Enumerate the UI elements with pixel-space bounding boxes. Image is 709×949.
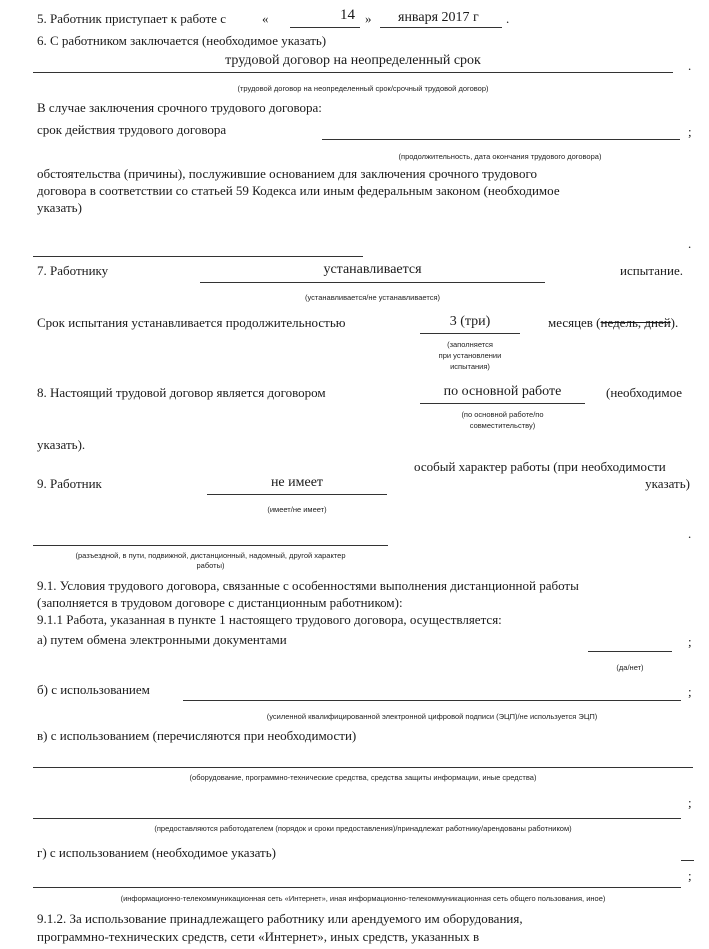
s7-term-label: Срок испытания устанавливается продолжительностью — [37, 315, 346, 330]
s9-end: . — [688, 526, 692, 541]
s7-after: испытание. — [620, 263, 683, 278]
s7-term-underline — [420, 333, 520, 334]
s91-g-label: г) с использованием (необходимое указать) — [37, 845, 276, 860]
s6-label: 6. С работником заключается (необходимое указать) — [37, 33, 327, 48]
s9-right-line2: указать) — [645, 476, 690, 491]
s8-hint-2: совместительству) — [469, 421, 536, 430]
s6-circumstances-line3: указать) — [37, 200, 82, 215]
s91-line3: 9.1.1 Работа, указанная в пункте 1 настоящего трудового договора, осуществляется: — [37, 612, 502, 627]
s9-label: 9. Работник — [37, 476, 102, 491]
s91-b-label: б) с использованием — [37, 682, 150, 697]
s5-month-underline — [380, 27, 502, 28]
s91-a-hint: (да/нет) — [616, 663, 644, 672]
s5-day-underline — [290, 27, 360, 28]
s91-a-label: а) путем обмена электронными документами — [37, 632, 287, 647]
s9-underline — [207, 494, 387, 495]
s7-term-hint-1: (заполняется — [447, 340, 493, 349]
s8-after: (необходимое — [606, 385, 683, 400]
s91-v-label: в) с использованием (перечисляются при необходимости) — [37, 728, 357, 743]
s91-v-end: ; — [688, 795, 692, 810]
s91-v-field-2[interactable] — [33, 818, 681, 819]
s912-line2: программно-технических средств, сети «Интернет», иных средств, указанных в — [37, 929, 480, 944]
s91-v-hint-2: (предоставляются работодателем (порядок и сроки предоставления)/принадлежат работнику/арендованы работником) — [154, 824, 572, 833]
s7-hint: (устанавливается/не устанавливается) — [304, 293, 441, 302]
s91-g-hint: (информационно-телекоммуникационная сеть «Интернет», иная информационно-телекоммуникационная сеть общего пользования, иное) — [120, 894, 606, 903]
s7-term-hint-2: при установлении — [438, 351, 502, 360]
s5-right-quote: » — [365, 11, 372, 26]
s91-g-field[interactable] — [33, 887, 681, 888]
s91-a-field[interactable] — [588, 651, 672, 652]
s6-duration-hint: (продолжительность, дата окончания трудового договора) — [398, 152, 602, 161]
s5-left-quote: « — [262, 11, 269, 26]
s6-contract-type-field[interactable]: трудовой договор на неопределенный срок — [225, 53, 481, 68]
s91-g-short-line — [681, 860, 694, 861]
s9-character-hint-2: работы) — [196, 561, 225, 570]
s5-month-year-field[interactable]: января 2017 г — [398, 10, 479, 25]
s91-line1: 9.1. Условия трудового договора, связанные с особенностями выполнения дистанционной работы — [37, 578, 579, 593]
s7-term-struck: недель, дней — [600, 315, 671, 330]
s6-circumstances-line1: обстоятельства (причины), послужившие основанием для заключения срочного трудового — [37, 166, 537, 181]
s6-duration-field[interactable] — [322, 139, 680, 140]
s8-tail: указать). — [37, 437, 86, 452]
s6-contract-type-underline — [33, 72, 673, 73]
s5-day-field[interactable]: 14 — [340, 7, 355, 23]
s7-probation-field[interactable]: устанавливается — [323, 262, 422, 277]
s91-line2: (заполняется в трудовом договоре с дистанционным работником): — [37, 595, 403, 610]
s8-label: 8. Настоящий трудовой договор является договором — [37, 385, 326, 400]
s7-label: 7. Работнику — [37, 263, 109, 278]
s9-character-field[interactable] — [33, 545, 388, 546]
s912-line1: 9.1.2. За использование принадлежащего работнику или арендуемого им оборудования, — [37, 911, 523, 926]
s91-b-end: ; — [688, 684, 692, 699]
s6-hint: (трудовой договор на неопределенный срок/срочный трудовой договор) — [237, 84, 489, 93]
s6-end: . — [688, 58, 692, 73]
s9-special-nature-field[interactable]: не имеет — [270, 475, 324, 490]
s91-b-field[interactable] — [183, 700, 681, 701]
s6-duration-label: срок действия трудового договора — [37, 122, 227, 137]
s8-underline — [420, 403, 585, 404]
s6-circumstances-line2: договора в соответствии со статьей 59 Кодекса или иным федеральным законом (необходимое — [37, 183, 560, 198]
s6-circumstances-end: . — [688, 236, 692, 251]
s7-probation-underline — [200, 282, 545, 283]
s91-b-hint: (усиленной квалифицированной электронной цифровой подписи (ЭЦП)/не используется ЭЦП) — [266, 712, 598, 721]
s5-label: 5. Работник приступает к работе с — [37, 11, 226, 26]
s8-hint-1: (по основной работе/по — [461, 410, 544, 419]
s7-term-field[interactable]: 3 (три) — [449, 314, 491, 329]
s6-circumstances-field[interactable] — [33, 256, 363, 257]
s91-v-field[interactable] — [33, 767, 693, 768]
s8-contract-kind-field[interactable]: по основной работе — [443, 384, 562, 399]
s91-a-end: ; — [688, 634, 692, 649]
s7-term-unit: месяцев (недель, дней). — [548, 315, 679, 330]
s7-term-hint-3: испытания) — [450, 362, 490, 371]
s6-fixed-term-intro: В случае заключения срочного трудового договора: — [37, 100, 322, 115]
s91-g-end: ; — [688, 868, 692, 883]
s91-v-hint: (оборудование, программно-технические средства, средства защиты информации, иные средства) — [189, 773, 537, 782]
s9-hint: (имеет/не имеет) — [267, 505, 327, 514]
s5-end: . — [506, 11, 510, 26]
s6-duration-end: ; — [688, 124, 692, 139]
s9-character-hint-1: (разъездной, в пути, подвижной, дистанционный, надомный, другой характер — [75, 551, 346, 560]
s9-right-line1: особый характер работы (при необходимости — [414, 459, 666, 474]
